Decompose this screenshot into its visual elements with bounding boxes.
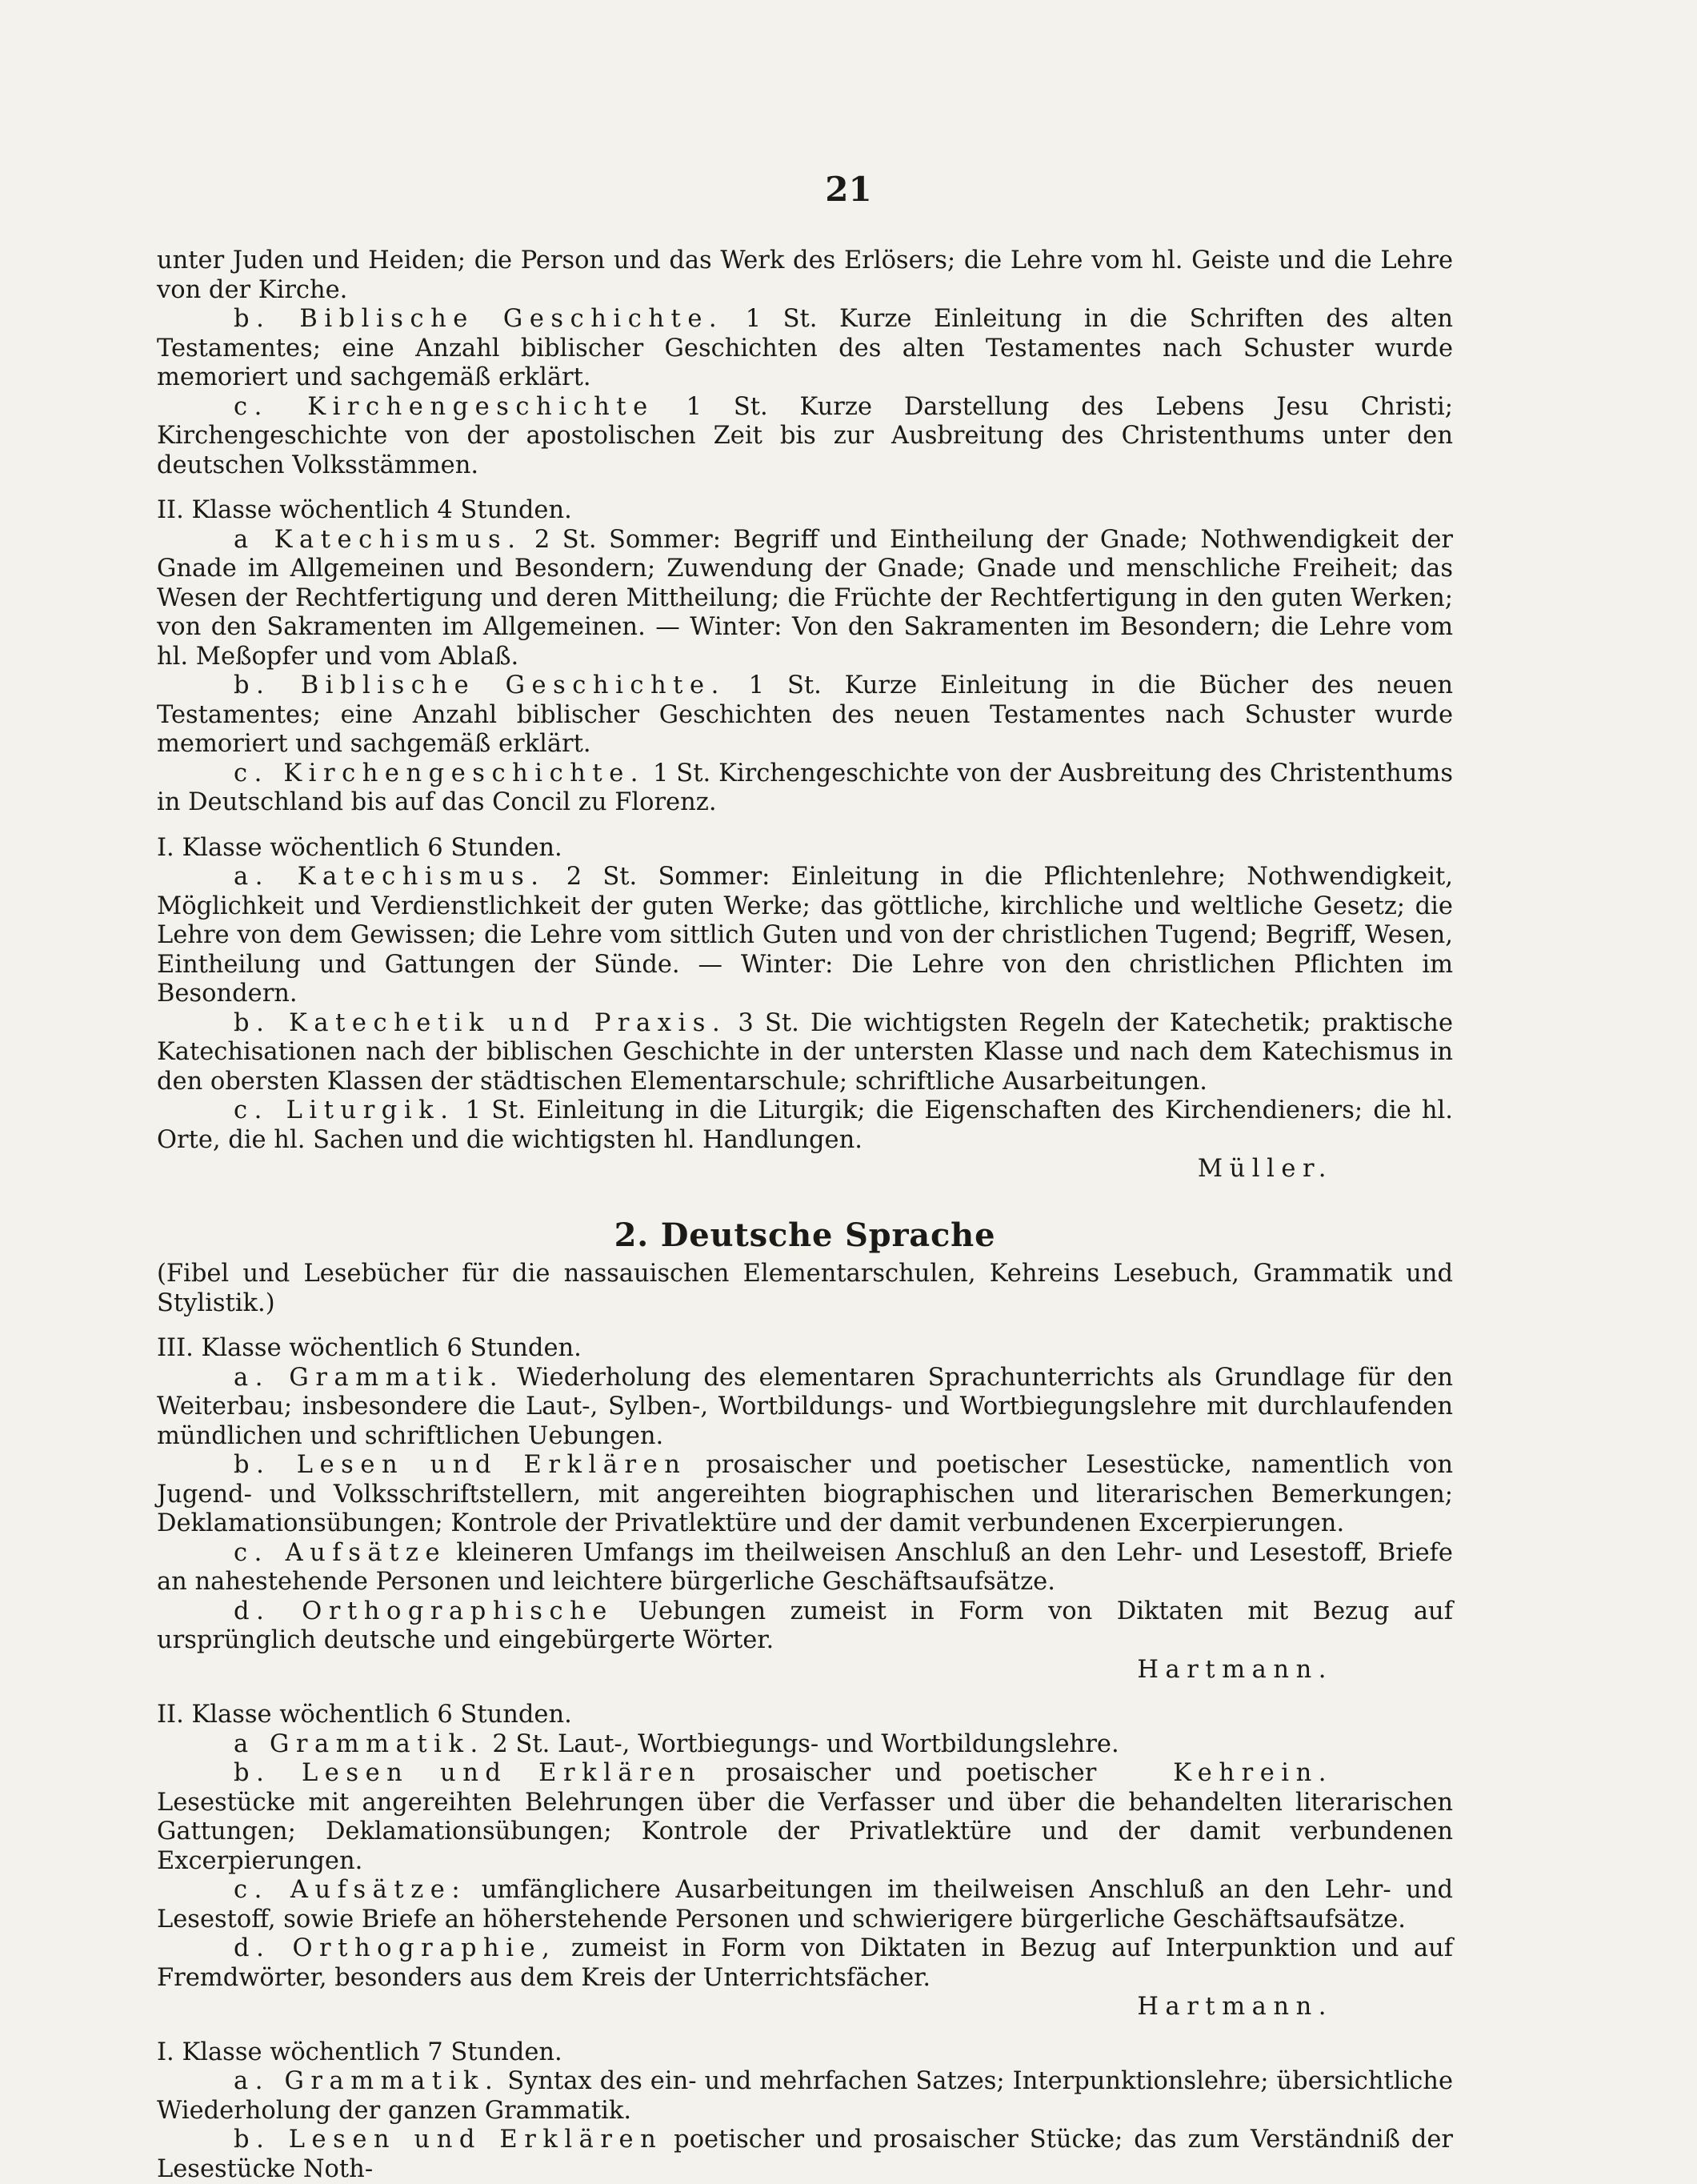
- paragraph: [157, 1096, 1453, 1155]
- item-heading: b. Biblische Geschichte.: [234, 671, 726, 699]
- item-heading: b. Lesen und Erklären: [234, 1759, 702, 1787]
- item-text: umfänglichere Ausarbeitungen im theilweisen Anschluß an den Lehr- und Lesestoff, sowie Briefe an höherstehende Personen und schwierigere bürgerliche Geschäftsaufsätze.: [157, 1876, 1453, 1934]
- item-text: Syntax des ein- und mehrfachen Satzes; Interpunktionslehre; übersichtliche Wiederholung der ganzen Grammatik.: [157, 2067, 1454, 2125]
- item-heading: a Grammatik.: [234, 1729, 485, 1758]
- paragraph: [157, 2067, 1453, 2126]
- paragraph: [157, 1364, 1453, 1452]
- teacher-signature: Kehrein.: [1173, 1759, 1333, 1787]
- item-text: 1 St. Einleitung in die Liturgik; die Eigenschaften des Kirchendieners; die hl. Orte, die hl. Sachen und die wichtigsten hl. Handlungen.: [157, 1096, 1453, 1154]
- item-text: Uebungen zumeist in Form von Diktaten mit Bezug auf ursprünglich deutsche und eingebürgerte Wörter.: [157, 1597, 1453, 1654]
- item-heading: b. Lesen und Erklären: [234, 1451, 687, 1479]
- item-text: 2 St. Sommer: Einleitung in die Pflichtenlehre; Nothwendigkeit, Möglichkeit und Verdienstlichkeit der guten Werke; das göttliche, kirchliche und weltliche Gesetz; die Lehre von dem Gewissen; die Lehre vom sittlich Guten und von der christlichen Tugend; Begriff, Wesen, Eintheilung und Gattungen der Sünde. — Winter: Die Lehre von den christlichen Pflichten im Besondern.: [157, 863, 1453, 1008]
- item-heading: c. Kirchengeschichte: [234, 392, 654, 421]
- item-heading: c. Aufsätze:: [234, 1876, 467, 1904]
- paragraph: [157, 305, 1453, 393]
- item-text: 1 St. Kurze Darstellung des Lebens Jesu Christi; Kirchengeschichte von der apostolischen Zeit bis zur Ausbreitung des Christenthums unter den deutschen Volksstämmen.: [157, 392, 1453, 479]
- item-text: 1 St. Kirchengeschichte von der Ausbreitung des Christenthums in Deutschland bis auf das Concil zu Florenz.: [157, 759, 1453, 816]
- item-text: prosaischer und poetischer Lesestücke, namentlich von Jugend- und Volksschriftstellern, mit angereihten biographischen und literarischen Bemerkungen; Deklamationsübungen; Kontrole der Privatlektüre und der damit verbundenen Excerpierungen.: [157, 1451, 1453, 1537]
- item-heading: b. Lesen und Erklären: [234, 2126, 663, 2154]
- item-text: kleineren Umfangs im theilweisen Anschluß an den Lehr- und Lesestoff, Briefe an nahestehende Personen und leichtere bürgerliche Geschäftsaufsätze.: [157, 1538, 1453, 1596]
- section-heading: 2. Deutsche Sprache: [614, 1216, 996, 1254]
- item-heading: a. Grammatik.: [234, 1363, 505, 1392]
- item-heading: b. Biblische Geschichte.: [234, 305, 724, 333]
- item-text: poetischer und prosaischer Stücke; das zum Verständniß der Lesestücke Noth-: [157, 2126, 1453, 2183]
- paragraph: [157, 671, 1453, 759]
- paragraph: [157, 863, 1453, 1009]
- paragraph: [157, 526, 1453, 672]
- class-heading: III. Klasse wöchentlich 6 Stunden.: [157, 1334, 582, 1362]
- item-heading: c. Kirchengeschichte.: [234, 759, 646, 787]
- paragraph: unter Juden und Heiden; die Person und das Werk des Erlösers; die Lehre vom hl. Geiste und die Lehre von der Kirche.: [157, 246, 1453, 304]
- item-text: prosaischer und poetischer Lesestücke mit angereihten Belehrungen über die Verfasser und über die behandelten literarischen Gattungen; Deklamationsübungen; Kontrole der Privatlektüre und der damit verbundenen Excerpierungen.: [157, 1759, 1453, 1875]
- item-text: 1 St. Kurze Einleitung in die Schriften des alten Testamentes; eine Anzahl biblischer Geschichten des alten Testamentes nach Schuster wurde memoriert und sachgemäß erklärt.: [157, 305, 1453, 391]
- item-heading: a. Katechismus.: [234, 863, 546, 891]
- paragraph: [157, 1009, 1453, 1097]
- item-heading: d. Orthographie,: [234, 1934, 557, 1962]
- item-heading: c. Liturgik.: [234, 1096, 455, 1124]
- teacher-signature: Hartmann.: [1137, 1655, 1333, 1684]
- paragraph: [157, 393, 1453, 481]
- paragraph: [157, 1934, 1453, 1993]
- paragraph: [157, 759, 1453, 818]
- paragraph: [157, 1597, 1453, 1656]
- item-heading: d. Orthographische: [234, 1597, 614, 1625]
- item-heading: a. Grammatik.: [234, 2067, 500, 2095]
- class-heading: I. Klasse wöchentlich 7 Stunden.: [157, 2038, 562, 2066]
- item-text: 2 St. Sommer: Begriff und Eintheilung der Gnade; Nothwendigkeit der Gnade im Allgemeinen und Besondern; Zuwendung der Gnade; Gnade und menschliche Freiheit; das Wesen der Rechtfertigung und deren Mittheilung; die Früchte der Rechtfertigung in den guten Werken; von den Sakramenten im Allgemeinen. — Winter: Von den Sakramenten im Besondern; die Lehre vom hl. Meßopfer und vom Ablaß.: [157, 525, 1453, 671]
- teacher-signature: Müller.: [1197, 1155, 1333, 1183]
- class-heading: II. Klasse wöchentlich 4 Stunden.: [157, 496, 572, 524]
- class-heading: II. Klasse wöchentlich 6 Stunden.: [157, 1701, 572, 1729]
- paragraph: [157, 2126, 1453, 2184]
- page-number: 21: [825, 170, 872, 209]
- item-text: 1 St. Kurze Einleitung in die Bücher des neuen Testamentes; eine Anzahl biblischer Geschichten des neuen Testamentes nach Schuster wurde memoriert und sachgemäß erklärt.: [157, 671, 1453, 758]
- paragraph: [157, 1451, 1453, 1539]
- paragraph: [157, 1539, 1453, 1597]
- body-text: [157, 246, 1453, 2184]
- item-heading: b. Katechetik und Praxis.: [234, 1008, 727, 1037]
- textbook-note: (Fibel und Lesebücher für die nassauischen Elementarschulen, Kehreins Lesebuch, Grammatik und Stylistik.): [157, 1260, 1453, 1317]
- item-text: 2 St. Laut-, Wortbiegungs- und Wortbildungslehre.: [484, 1729, 1119, 1758]
- class-heading: I. Klasse wöchentlich 6 Stunden.: [157, 833, 562, 862]
- item-text: 3 St. Die wichtigsten Regeln der Katechetik; praktische Katechisationen nach der biblischen Geschichte in der untersten Klasse und nach dem Katechismus in den obersten Klassen der städtischen Elementarschule; schriftliche Ausarbeitungen.: [157, 1008, 1453, 1096]
- item-heading: a Katechismus.: [234, 525, 522, 554]
- teacher-signature: Hartmann.: [1137, 1993, 1333, 2021]
- item-heading: c. Aufsätze: [234, 1538, 447, 1567]
- paragraph: [157, 1876, 1453, 1934]
- item-text: zumeist in Form von Diktaten in Bezug auf Interpunktion und auf Fremdwörter, besonders aus dem Kreis der Unterrichtsfächer.: [157, 1934, 1454, 1992]
- item-text: Wiederholung des elementaren Sprachunterrichts als Grundlage für den Weiterbau; insbesondere die Laut-, Sylben-, Wortbildungs- und Wortbiegungslehre mit durchlaufenden mündlichen und schriftlichen Uebungen.: [157, 1363, 1453, 1450]
